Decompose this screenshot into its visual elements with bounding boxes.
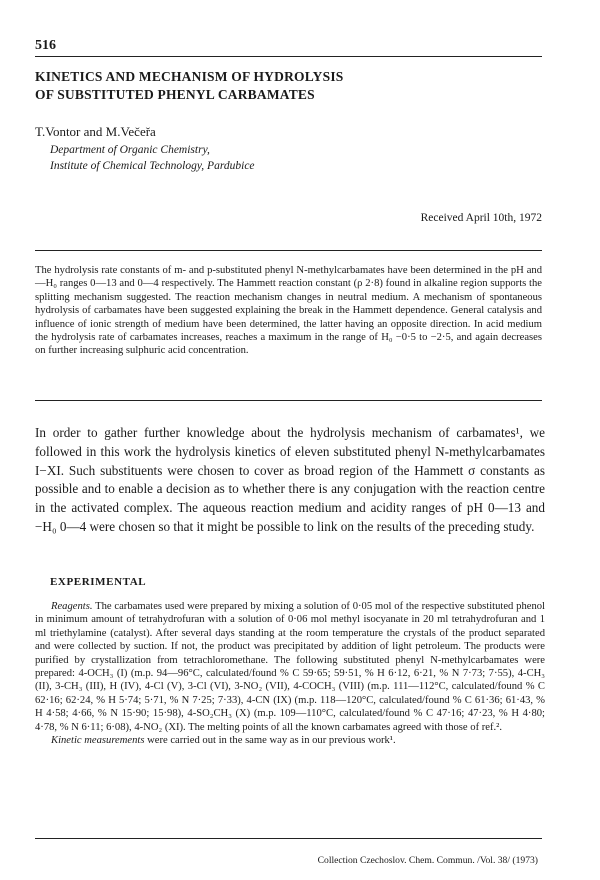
title-line-1: KINETICS AND MECHANISM OF HYDROLYSIS (35, 69, 344, 84)
abstract-top-rule (35, 250, 542, 251)
affiliation-line-2: Institute of Chemical Technology, Pardubice (50, 160, 255, 172)
abstract-bottom-rule (35, 400, 542, 401)
introduction-paragraph: In order to gather further knowledge about the hydrolysis mechanism of carbamates¹, we followed in this work the hydrolysis kinetics of eleven substituted phenyl N-methylcarbamates I−XI. Such substituents were chosen to cover as broad region of the Hammett σ constants as possible and to enable a decision as to whether there is any conjugation with the reaction centre in the activated complex. The aqueous reaction medium and acidity ranges of pH 0—13 and −H₀ 0—4 were chosen so that it might be possible to link on the results of the preceding study. (35, 425, 545, 534)
experimental-heading: EXPERIMENTAL (50, 576, 147, 588)
reagents-paragraph (35, 600, 545, 734)
received-date: Received April 10th, 1972 (420, 212, 542, 224)
page-number: 516 (35, 38, 56, 53)
abstract: The hydrolysis rate constants of m- and p-substituted phenyl N-methylcarbamates have been determined in the pH and —H₀ ranges 0—13 and 0—4 respectively. The Hammett reaction constant (ρ 2·8) found in alkaline region supports the splitting mechanism suggested. The reaction mechanism changes in neutral medium. A mechanism of spontaneous hydrolysis of carbamates have been suggested explaining the break in the Hammett dependence. General catalysis and influence of ionic strength of medium have been determined, the latter having an opposite direction. In acid medium the hydrolysis rate of carbamates increases, reaches a maximum in the range of H₀ −0·5 to −2·5, and again decreases on further increasing sulphuric acid concentration. (35, 265, 542, 357)
kinetic-label: Kinetic measurements (51, 735, 145, 747)
affiliation-line-1: Department of Organic Chemistry, (50, 144, 210, 156)
affiliation (50, 142, 255, 174)
kinetic-text: were carried out in the same way as in our previous work¹. (144, 735, 396, 747)
article-title (35, 68, 344, 104)
authors: T.Vontor and M.Večeřa (35, 124, 156, 139)
footer-rule (35, 838, 542, 839)
journal-footer: Collection Czechoslov. Chem. Commun. /Vol. 38/ (1973) (317, 855, 538, 866)
reagents-label: Reagents. (51, 601, 93, 612)
header-rule (35, 56, 542, 57)
reagents-text: The carbamates used were prepared by mixing a solution of 0·05 mol of the respective substituted phenol in minimum amount of tetrahydrofuran with a solution of 0·06 mol methyl isocyanate in 20 ml tetrahydrofuran and 1 ml triethylamine (catalyst). After several days standing at the room temperature the crystals of the product separated and were collected by suction. If not, the product was precipitated by addition of light petroleum. The products were purified by crystallization from tetrachloromethane. The following substituted phenyl N-methylcarbamates were prepared: 4-OCH₃ (I) (m.p. 94—96°C, calculated/found % C 59·65; 59·51, % H 6·12, 6·21, % N 7·73; 7·55), 4-CH₃ (II), 3-CH₃ (III), H (IV), 4-Cl (V), 3-Cl (VI), 3-NO₂ (VII), 4-COCH₃ (VIII) (m.p. 111—112°C, calculated/found % C 62·16; 62·24, % H 5·74; 5·71, % N 7·25; 7·33), 4-CN (IX) (m.p. 118—120°C, calculated/found % C 61·36; 61·43, % H 4·58; 4·66, % N 15·90; 15·98), 4-SO₂CH₃ (X) (m.p. 109—110°C, calculated/found % C 47·16; 47·23, % H 4·80; 4·78, % N 6·11; 6·08), 4-NO₂ (XI). The melting points of all the known carbamates agreed with those of ref.². (35, 601, 545, 733)
kinetic-paragraph (35, 734, 545, 747)
title-line-2: OF SUBSTITUTED PHENYL CARBAMATES (35, 87, 315, 102)
experimental-section (35, 600, 545, 747)
